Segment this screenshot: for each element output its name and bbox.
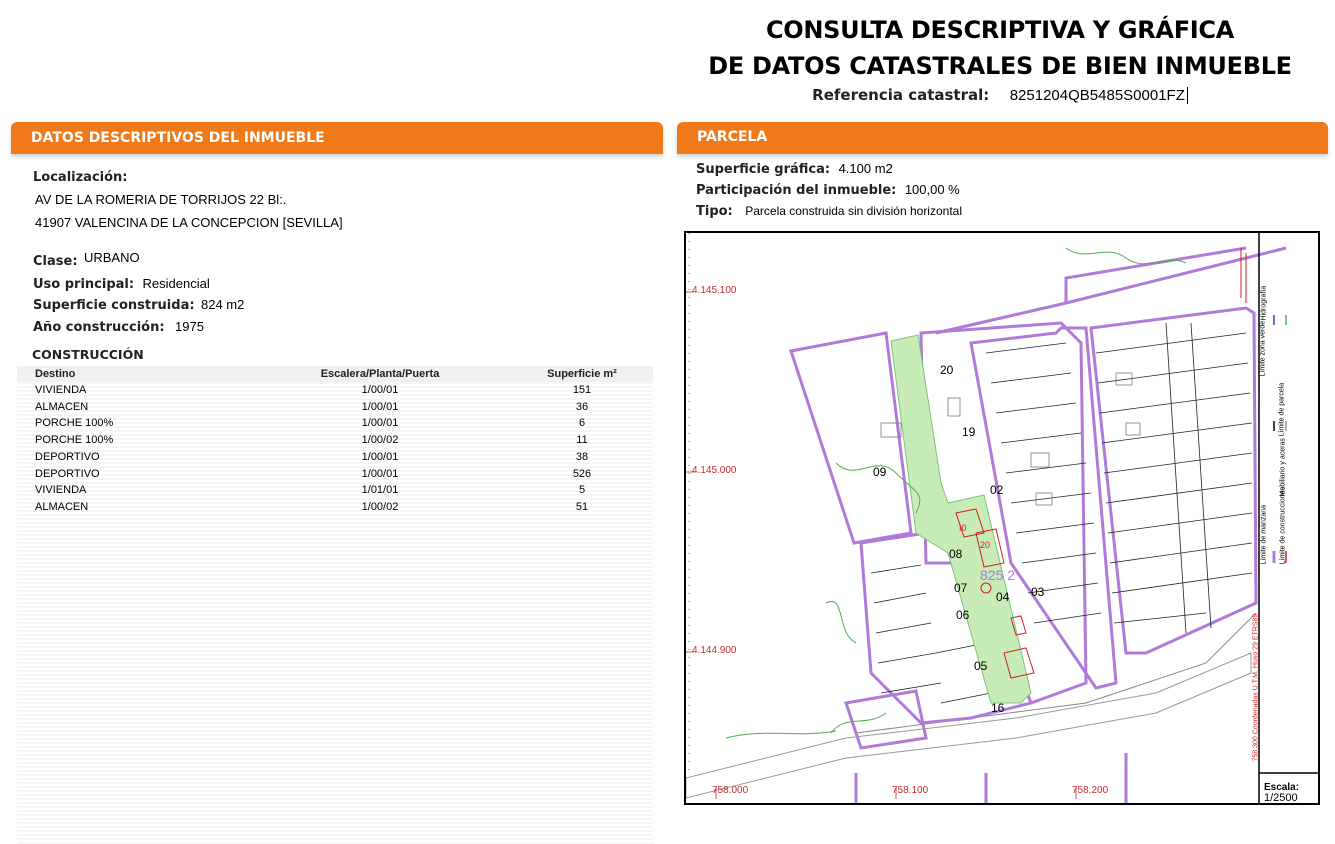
cell-destino: ALMACEN [35, 500, 89, 513]
y-coord-3: 4.144.900 [692, 645, 737, 656]
parcel-ref-label[interactable]: 825 2 [980, 567, 1016, 583]
manzana-lines [791, 248, 1286, 803]
cell-destino: VIVIENDA [35, 484, 87, 497]
cadastral-map[interactable] [684, 231, 1320, 805]
parcel-number[interactable]: 05 [974, 659, 988, 673]
superficie-row [33, 296, 244, 314]
table-row [17, 450, 653, 466]
participacion-label: Participación del inmueble: [696, 183, 897, 198]
page-title [700, 12, 1300, 84]
table-row [17, 483, 653, 499]
localizacion-label: Localización: [33, 170, 128, 185]
legend-parcela: Límite de parcela [1278, 382, 1286, 437]
title-line-2: DE DATOS CATASTRALES DE BIEN INMUEBLE [708, 52, 1292, 80]
clase-label: Clase: [33, 254, 78, 269]
cell-destino: PORCHE 100% [35, 434, 114, 447]
street-band [686, 653, 1251, 798]
tipo-label: Tipo: [696, 204, 733, 219]
grid-ticks [686, 292, 1076, 799]
referencia-catastral [700, 86, 1300, 105]
construccion-title: CONSTRUCCIÓN [32, 347, 144, 362]
anio-label: Año construcción: [33, 320, 165, 335]
cell-escalera: 1/00/02 [361, 434, 399, 447]
x-coord-3: 758.200 [1072, 785, 1109, 796]
legend-manzana: Límite de manzana [1260, 504, 1268, 565]
cell-superficie: 526 [572, 467, 592, 480]
col-escalera: Escalera/Planta/Puerta [320, 368, 440, 380]
cell-superficie: 151 [572, 384, 592, 396]
table-row [17, 467, 653, 483]
table-row [17, 433, 653, 449]
cell-escalera: 1/00/01 [361, 400, 399, 413]
y-coord-1: 4.145.100 [692, 285, 737, 296]
parcel-number[interactable]: 19 [962, 425, 976, 439]
cell-superficie: 51 [575, 500, 589, 513]
table-row [17, 416, 653, 432]
parcel-number[interactable]: 09 [873, 465, 887, 479]
manzana-a [791, 333, 911, 543]
table-row [17, 400, 653, 416]
manzana-top [936, 248, 1286, 333]
y-coord-2: 4.145.000 [692, 465, 737, 476]
cell-superficie: 6 [578, 417, 586, 430]
cell-superficie: 38 [575, 450, 589, 463]
parcel-number[interactable]: 07 [954, 581, 968, 595]
parcel-number[interactable]: 03 [1031, 585, 1045, 599]
parcel-number[interactable]: 04 [996, 590, 1010, 604]
building-label: I0 [959, 523, 967, 533]
tipo-value: Parcela construida sin división horizontal [745, 204, 962, 218]
section-header-datos [11, 122, 663, 154]
uso-row [33, 275, 210, 293]
manzana-f [846, 691, 926, 748]
address-line-2: 41907 VALENCINA DE LA CONCEPCION [SEVILLA] [35, 215, 343, 230]
parcel-number[interactable]: 06 [956, 608, 970, 622]
sup-grafica-label: Superficie gráfica: [696, 162, 831, 177]
cell-destino: DEPORTIVO [35, 450, 100, 463]
cell-escalera: 1/00/01 [361, 384, 399, 396]
cell-escalera: 1/01/01 [361, 484, 399, 497]
projection-note: 758.300 Coordenadas U.T.M. Huso 29 ETRS89 [1252, 613, 1260, 762]
scale-label: Escala: [1264, 782, 1300, 793]
vegetation-lines [726, 248, 1186, 738]
table-header [17, 366, 653, 382]
parcel-number[interactable]: 02 [990, 483, 1004, 497]
x-coord-2: 758.100 [892, 785, 929, 796]
col-superficie: Superficie m² [547, 368, 617, 380]
clase-row [33, 252, 140, 270]
table-row [17, 383, 653, 399]
participacion-row [696, 181, 960, 199]
section-title-datos: DATOS DESCRIPTIVOS DEL INMUEBLE [31, 130, 325, 146]
uso-value: Residencial [142, 276, 210, 291]
cell-superficie: 36 [575, 400, 589, 413]
referencia-label: Referencia catastral: [812, 86, 990, 104]
table-row [17, 500, 653, 516]
cell-escalera: 1/00/01 [361, 417, 399, 430]
sup-grafica-value: 4.100 m2 [838, 161, 893, 176]
cell-escalera: 1/00/01 [361, 467, 399, 480]
cell-escalera: 1/00/01 [361, 450, 399, 463]
tipo-row [696, 202, 962, 220]
uso-label: Uso principal: [33, 277, 135, 292]
section-header-parcela [677, 122, 1328, 154]
x-coord-1: 758.000 [712, 785, 749, 796]
parcel-number[interactable]: 16 [991, 701, 1005, 715]
cell-escalera: 1/00/02 [361, 500, 399, 513]
cell-superficie: 5 [578, 484, 586, 497]
legend-construcciones: Límite de construcciones [1279, 487, 1287, 565]
scale-value: 1/2500 [1264, 792, 1298, 804]
map-svg [686, 233, 1318, 803]
superficie-label: Superficie construida: [33, 298, 195, 313]
cell-destino: DEPORTIVO [35, 467, 100, 480]
cell-destino: VIVIENDA [35, 384, 87, 396]
legend-zona-verde: Límite zona verde [1259, 320, 1267, 377]
participacion-value: 100,00 % [904, 182, 960, 197]
legend-mobiliario: Mobiliario y aceras [1279, 438, 1287, 497]
manzana-d [1091, 308, 1256, 653]
address-line-1: AV DE LA ROMERIA DE TORRIJOS 22 Bl:. [35, 192, 287, 207]
cell-destino: PORCHE 100% [35, 417, 114, 430]
superficie-value: 824 m2 [201, 297, 245, 312]
legend-hidrografia: Hidrografía [1260, 285, 1268, 321]
section-title-parcela: PARCELA [697, 129, 768, 145]
sup-grafica-row [696, 160, 893, 178]
anio-value: 1975 [175, 319, 204, 334]
cell-destino: ALMACEN [35, 400, 89, 413]
referencia-value[interactable]: 8251204QB5485S0001FZ [1010, 87, 1188, 104]
clase-value: URBANO [83, 250, 140, 265]
cell-superficie: 11 [576, 434, 588, 447]
col-destino: Destino [35, 368, 76, 380]
building-label: 20 [980, 540, 991, 550]
title-line-1: CONSULTA DESCRIPTIVA Y GRÁFICA [765, 16, 1235, 44]
anio-row [33, 318, 204, 336]
parcel-number[interactable]: 20 [940, 363, 954, 377]
parcel-number[interactable]: 08 [949, 547, 963, 561]
